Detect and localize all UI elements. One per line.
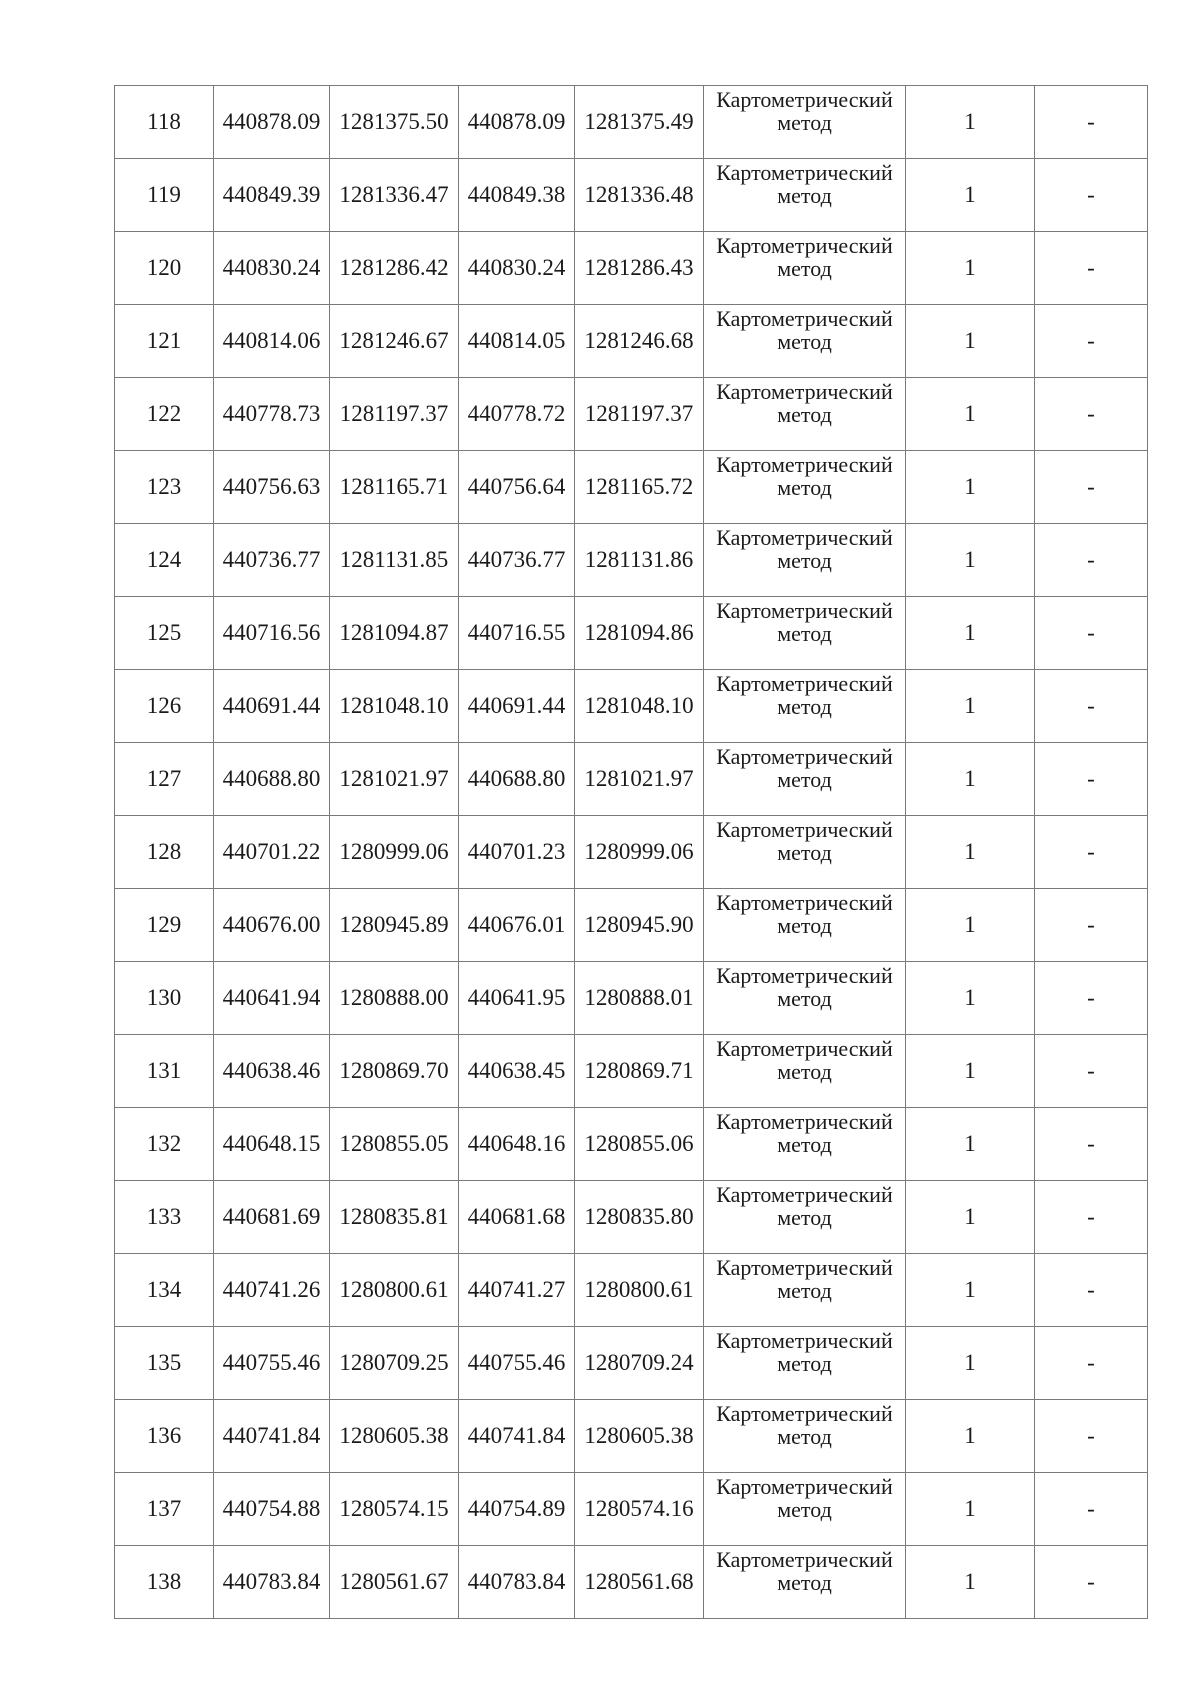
x-old-cell: 440830.24	[214, 232, 330, 305]
description-cell: -	[1035, 378, 1148, 451]
method-line-1: Картометрический	[716, 890, 893, 915]
method-line-2: метод	[777, 548, 832, 574]
x-new-cell: 440754.89	[459, 1473, 575, 1546]
x-old-cell: 440716.56	[214, 597, 330, 670]
method-line-2: метод	[777, 256, 832, 282]
accuracy-cell: 1	[906, 524, 1035, 597]
table-row	[115, 524, 1148, 597]
x-old-cell: 440778.73	[214, 378, 330, 451]
accuracy-cell: 1	[906, 378, 1035, 451]
table-row	[115, 159, 1148, 232]
method-line-1: Картометрический	[716, 671, 893, 696]
x-old-cell: 440754.88	[214, 1473, 330, 1546]
method-line-1: Картометрический	[716, 1109, 893, 1134]
y-new-cell: 1281197.37	[575, 378, 704, 451]
x-new-cell: 440849.38	[459, 159, 575, 232]
point-number-cell: 119	[115, 159, 214, 232]
accuracy-cell: 1	[906, 1181, 1035, 1254]
method-line-1: Картометрический	[716, 1255, 893, 1280]
point-number-cell: 129	[115, 889, 214, 962]
y-new-cell: 1281094.86	[575, 597, 704, 670]
point-number-cell: 118	[115, 86, 214, 159]
table-row	[115, 86, 1148, 159]
y-new-cell: 1280855.06	[575, 1108, 704, 1181]
accuracy-cell: 1	[906, 86, 1035, 159]
x-new-cell: 440783.84	[459, 1546, 575, 1619]
table-row	[115, 378, 1148, 451]
point-number-cell: 131	[115, 1035, 214, 1108]
method-cell	[704, 1546, 906, 1619]
method-cell	[704, 670, 906, 743]
description-cell: -	[1035, 1108, 1148, 1181]
y-old-cell: 1281165.71	[330, 451, 459, 524]
method-line-2: метод	[777, 986, 832, 1012]
accuracy-cell: 1	[906, 1254, 1035, 1327]
x-old-cell: 440638.46	[214, 1035, 330, 1108]
method-line-1: Картометрический	[716, 1401, 893, 1426]
table-row	[115, 1108, 1148, 1181]
method-cell	[704, 1473, 906, 1546]
x-old-cell: 440755.46	[214, 1327, 330, 1400]
method-line-1: Картометрический	[716, 87, 893, 112]
table-row	[115, 816, 1148, 889]
x-new-cell: 440741.84	[459, 1400, 575, 1473]
y-new-cell: 1281021.97	[575, 743, 704, 816]
x-new-cell: 440778.72	[459, 378, 575, 451]
description-cell: -	[1035, 1327, 1148, 1400]
y-new-cell: 1281286.43	[575, 232, 704, 305]
method-cell	[704, 1108, 906, 1181]
table-row	[115, 305, 1148, 378]
point-number-cell: 133	[115, 1181, 214, 1254]
y-old-cell: 1280835.81	[330, 1181, 459, 1254]
method-cell	[704, 378, 906, 451]
accuracy-cell: 1	[906, 889, 1035, 962]
method-line-1: Картометрический	[716, 963, 893, 988]
method-line-2: метод	[777, 1424, 832, 1450]
method-line-2: метод	[777, 1059, 832, 1085]
y-old-cell: 1281197.37	[330, 378, 459, 451]
x-old-cell: 440676.00	[214, 889, 330, 962]
method-line-1: Картометрический	[716, 525, 893, 550]
x-new-cell: 440648.16	[459, 1108, 575, 1181]
description-cell: -	[1035, 889, 1148, 962]
table-row	[115, 1327, 1148, 1400]
x-new-cell: 440641.95	[459, 962, 575, 1035]
y-new-cell: 1281165.72	[575, 451, 704, 524]
x-new-cell: 440741.27	[459, 1254, 575, 1327]
x-new-cell: 440814.05	[459, 305, 575, 378]
x-old-cell: 440701.22	[214, 816, 330, 889]
y-old-cell: 1281246.67	[330, 305, 459, 378]
accuracy-cell: 1	[906, 597, 1035, 670]
description-cell: -	[1035, 451, 1148, 524]
method-line-1: Картометрический	[716, 1182, 893, 1207]
method-line-1: Картометрический	[716, 379, 893, 404]
table-row	[115, 1546, 1148, 1619]
point-number-cell: 127	[115, 743, 214, 816]
method-line-1: Картометрический	[716, 452, 893, 477]
method-cell	[704, 159, 906, 232]
method-cell	[704, 86, 906, 159]
method-line-1: Картометрический	[716, 1036, 893, 1061]
description-cell: -	[1035, 962, 1148, 1035]
y-new-cell: 1280945.90	[575, 889, 704, 962]
method-cell	[704, 889, 906, 962]
accuracy-cell: 1	[906, 816, 1035, 889]
y-old-cell: 1281336.47	[330, 159, 459, 232]
description-cell: -	[1035, 1546, 1148, 1619]
x-new-cell: 440688.80	[459, 743, 575, 816]
coordinates-table	[114, 85, 1148, 1619]
y-old-cell: 1281286.42	[330, 232, 459, 305]
method-cell	[704, 451, 906, 524]
y-old-cell: 1280855.05	[330, 1108, 459, 1181]
table-row	[115, 232, 1148, 305]
method-line-2: метод	[777, 1278, 832, 1304]
y-old-cell: 1280869.70	[330, 1035, 459, 1108]
description-cell: -	[1035, 159, 1148, 232]
y-new-cell: 1280888.01	[575, 962, 704, 1035]
accuracy-cell: 1	[906, 232, 1035, 305]
point-number-cell: 136	[115, 1400, 214, 1473]
method-line-1: Картометрический	[716, 1474, 893, 1499]
y-new-cell: 1280869.71	[575, 1035, 704, 1108]
description-cell: -	[1035, 1181, 1148, 1254]
x-old-cell: 440648.15	[214, 1108, 330, 1181]
y-new-cell: 1281375.49	[575, 86, 704, 159]
method-line-2: метод	[777, 1497, 832, 1523]
table-row	[115, 670, 1148, 743]
method-cell	[704, 524, 906, 597]
x-new-cell: 440756.64	[459, 451, 575, 524]
x-old-cell: 440688.80	[214, 743, 330, 816]
x-new-cell: 440755.46	[459, 1327, 575, 1400]
point-number-cell: 123	[115, 451, 214, 524]
x-old-cell: 440741.84	[214, 1400, 330, 1473]
x-new-cell: 440830.24	[459, 232, 575, 305]
x-old-cell: 440783.84	[214, 1546, 330, 1619]
description-cell: -	[1035, 1400, 1148, 1473]
description-cell: -	[1035, 1473, 1148, 1546]
description-cell: -	[1035, 597, 1148, 670]
table-row	[115, 1473, 1148, 1546]
method-line-2: метод	[777, 621, 832, 647]
method-line-2: метод	[777, 475, 832, 501]
y-old-cell: 1280574.15	[330, 1473, 459, 1546]
description-cell: -	[1035, 86, 1148, 159]
point-number-cell: 122	[115, 378, 214, 451]
x-new-cell: 440736.77	[459, 524, 575, 597]
description-cell: -	[1035, 305, 1148, 378]
y-old-cell: 1281131.85	[330, 524, 459, 597]
x-old-cell: 440641.94	[214, 962, 330, 1035]
coordinates-table-body	[115, 86, 1148, 1619]
y-new-cell: 1281246.68	[575, 305, 704, 378]
table-row	[115, 451, 1148, 524]
y-new-cell: 1280709.24	[575, 1327, 704, 1400]
table-row	[115, 1254, 1148, 1327]
method-line-2: метод	[777, 329, 832, 355]
method-line-2: метод	[777, 183, 832, 209]
point-number-cell: 138	[115, 1546, 214, 1619]
method-cell	[704, 597, 906, 670]
y-new-cell: 1280999.06	[575, 816, 704, 889]
method-cell	[704, 232, 906, 305]
x-old-cell: 440814.06	[214, 305, 330, 378]
point-number-cell: 130	[115, 962, 214, 1035]
x-new-cell: 440701.23	[459, 816, 575, 889]
table-row	[115, 889, 1148, 962]
x-new-cell: 440691.44	[459, 670, 575, 743]
accuracy-cell: 1	[906, 670, 1035, 743]
method-line-2: метод	[777, 694, 832, 720]
x-old-cell: 440691.44	[214, 670, 330, 743]
accuracy-cell: 1	[906, 743, 1035, 816]
y-old-cell: 1281021.97	[330, 743, 459, 816]
y-old-cell: 1280709.25	[330, 1327, 459, 1400]
method-cell	[704, 743, 906, 816]
method-cell	[704, 1181, 906, 1254]
x-old-cell: 440756.63	[214, 451, 330, 524]
accuracy-cell: 1	[906, 159, 1035, 232]
y-new-cell: 1281048.10	[575, 670, 704, 743]
table-row	[115, 597, 1148, 670]
x-new-cell: 440681.68	[459, 1181, 575, 1254]
table-row	[115, 962, 1148, 1035]
table-row	[115, 743, 1148, 816]
y-old-cell: 1280561.67	[330, 1546, 459, 1619]
method-line-2: метод	[777, 110, 832, 136]
table-row	[115, 1181, 1148, 1254]
point-number-cell: 121	[115, 305, 214, 378]
point-number-cell: 134	[115, 1254, 214, 1327]
accuracy-cell: 1	[906, 1108, 1035, 1181]
y-new-cell: 1281131.86	[575, 524, 704, 597]
description-cell: -	[1035, 1254, 1148, 1327]
method-line-1: Картометрический	[716, 233, 893, 258]
point-number-cell: 125	[115, 597, 214, 670]
description-cell: -	[1035, 670, 1148, 743]
description-cell: -	[1035, 743, 1148, 816]
y-old-cell: 1280999.06	[330, 816, 459, 889]
accuracy-cell: 1	[906, 451, 1035, 524]
accuracy-cell: 1	[906, 1400, 1035, 1473]
method-cell	[704, 1254, 906, 1327]
x-new-cell: 440638.45	[459, 1035, 575, 1108]
point-number-cell: 126	[115, 670, 214, 743]
point-number-cell: 124	[115, 524, 214, 597]
y-new-cell: 1280561.68	[575, 1546, 704, 1619]
x-old-cell: 440741.26	[214, 1254, 330, 1327]
y-new-cell: 1281336.48	[575, 159, 704, 232]
method-line-1: Картометрический	[716, 1547, 893, 1572]
description-cell: -	[1035, 816, 1148, 889]
description-cell: -	[1035, 1035, 1148, 1108]
accuracy-cell: 1	[906, 1035, 1035, 1108]
y-old-cell: 1280800.61	[330, 1254, 459, 1327]
method-line-2: метод	[777, 913, 832, 939]
x-old-cell: 440681.69	[214, 1181, 330, 1254]
method-line-2: метод	[777, 1132, 832, 1158]
x-old-cell: 440736.77	[214, 524, 330, 597]
x-old-cell: 440878.09	[214, 86, 330, 159]
method-line-1: Картометрический	[716, 598, 893, 623]
accuracy-cell: 1	[906, 305, 1035, 378]
x-new-cell: 440878.09	[459, 86, 575, 159]
accuracy-cell: 1	[906, 1473, 1035, 1546]
y-old-cell: 1281375.50	[330, 86, 459, 159]
y-old-cell: 1280945.89	[330, 889, 459, 962]
method-line-1: Картометрический	[716, 160, 893, 185]
point-number-cell: 120	[115, 232, 214, 305]
method-line-2: метод	[777, 1205, 832, 1231]
method-cell	[704, 1327, 906, 1400]
table-row	[115, 1400, 1148, 1473]
y-old-cell: 1280605.38	[330, 1400, 459, 1473]
y-new-cell: 1280605.38	[575, 1400, 704, 1473]
method-line-2: метод	[777, 840, 832, 866]
method-line-2: метод	[777, 1570, 832, 1596]
method-line-2: метод	[777, 402, 832, 428]
method-line-1: Картометрический	[716, 306, 893, 331]
x-new-cell: 440676.01	[459, 889, 575, 962]
method-line-2: метод	[777, 1351, 832, 1377]
point-number-cell: 135	[115, 1327, 214, 1400]
y-new-cell: 1280835.80	[575, 1181, 704, 1254]
description-cell: -	[1035, 232, 1148, 305]
point-number-cell: 128	[115, 816, 214, 889]
y-old-cell: 1280888.00	[330, 962, 459, 1035]
method-cell	[704, 305, 906, 378]
accuracy-cell: 1	[906, 1546, 1035, 1619]
table-row	[115, 1035, 1148, 1108]
method-cell	[704, 1400, 906, 1473]
method-line-1: Картометрический	[716, 817, 893, 842]
description-cell: -	[1035, 524, 1148, 597]
point-number-cell: 137	[115, 1473, 214, 1546]
point-number-cell: 132	[115, 1108, 214, 1181]
y-old-cell: 1281094.87	[330, 597, 459, 670]
y-old-cell: 1281048.10	[330, 670, 459, 743]
method-line-1: Картометрический	[716, 1328, 893, 1353]
x-old-cell: 440849.39	[214, 159, 330, 232]
method-cell	[704, 962, 906, 1035]
y-new-cell: 1280800.61	[575, 1254, 704, 1327]
x-new-cell: 440716.55	[459, 597, 575, 670]
method-cell	[704, 816, 906, 889]
y-new-cell: 1280574.16	[575, 1473, 704, 1546]
method-line-1: Картометрический	[716, 744, 893, 769]
accuracy-cell: 1	[906, 1327, 1035, 1400]
method-cell	[704, 1035, 906, 1108]
method-line-2: метод	[777, 767, 832, 793]
accuracy-cell: 1	[906, 962, 1035, 1035]
